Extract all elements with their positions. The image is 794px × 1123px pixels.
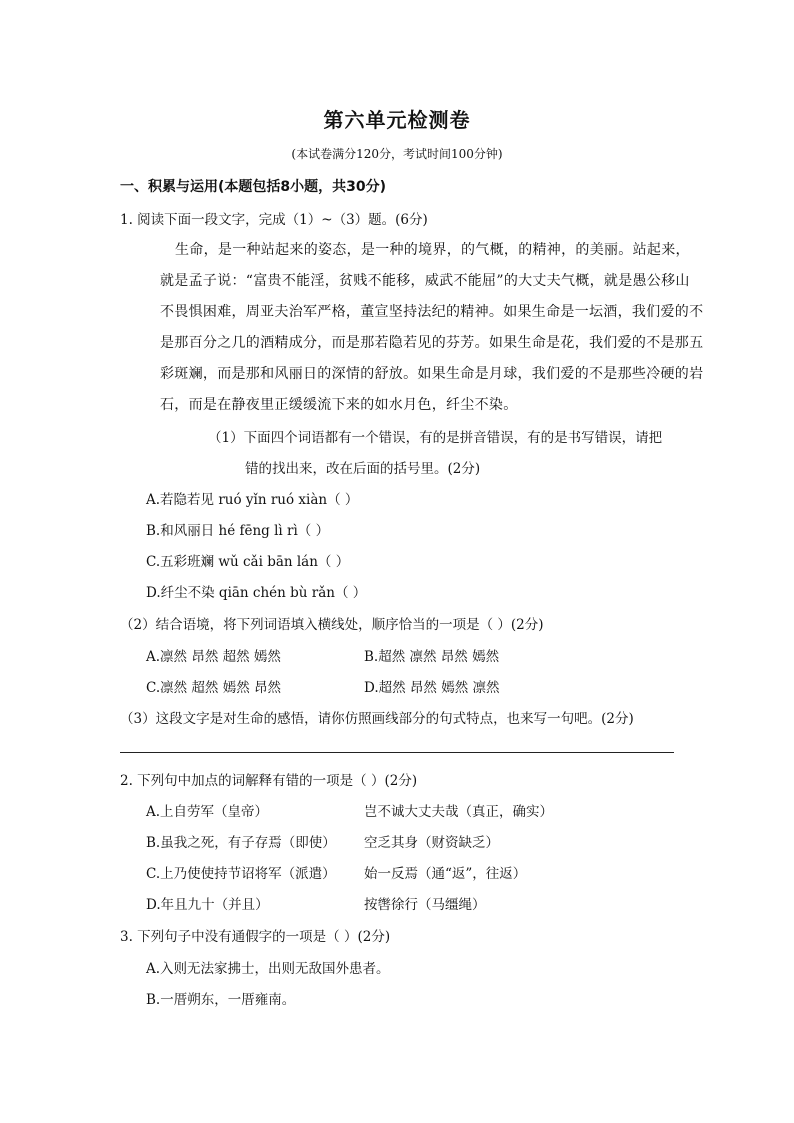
passage-line: 生命，是一种站起来的姿态，是一种的境界，的气概，的精神，的美丽。站起来， [175,242,690,258]
passage-line: 就是孟子说：“富贵不能淫，贫贱不能移，威武不能屈”的大丈夫气概，就是愚公移山 [160,273,690,289]
option-b: B.和风丽日 hé fēng lì rì（ ） [146,523,330,539]
subquestion-3: （3）这段文字是对生命的感悟，请你仿照画线部分的句式特点，也来写一句吧。(2分) [120,711,634,727]
exam-info: (本试卷满分120分，考试时间100分钟) [291,147,503,161]
section-heading: 一、积累与运用(本题包括8小题，共30分) [120,179,387,195]
option-b-right: 空乏其身（财资缺乏） [364,835,499,851]
option-b: B.一厝朔东，一厝雍南。 [146,992,296,1008]
option-d: D.超然 昂然 嫣然 凛然 [364,680,500,696]
passage-line: 不畏惧困难，周亚夫治军严格，董宣坚持法纪的精神。如果生命是一坛酒，我们爱的不 [160,304,704,320]
question-1-stem: 1. 阅读下面一段文字，完成（1）~（3）题。(6分) [120,212,428,228]
subquestion-1: （1）下面四个词语都有一个错误，有的是拼音错误，有的是书写错误，请把 [208,430,663,446]
option-c-right: 始一反焉（通“返”，往返） [364,866,527,882]
subquestion-2: （2）结合语境，将下列词语填入横线处，顺序恰当的一项是（ ）(2分) [120,617,544,633]
answer-line[interactable] [120,752,674,753]
question-3-stem: 3. 下列句子中没有通假字的一项是（ ）(2分) [120,929,391,945]
option-d: D.纤尘不染 qiān chén bù rǎn（ ） [146,585,367,601]
passage-line: 是那百分之几的酒精成分，而是那若隐若见的芬芳。如果生命是花，我们爱的不是那五 [160,335,704,351]
passage-line: 彩斑斓，而是那和风丽日的深情的舒放。如果生命是月球，我们爱的不是那些冷硬的岩 [160,366,704,382]
option-c: C.上乃使使持节诏将军（派遣） [146,866,336,882]
option-b: B.虽我之死，有子存焉（即使） [146,835,336,851]
option-a: A.入则无法家拂士，出则无敌国外患者。 [146,961,390,977]
option-d: D.年且九十（并且） [146,897,269,913]
option-a: A.凛然 昂然 超然 嫣然 [146,649,281,665]
passage-line: 石，而是在静夜里正缓缓流下来的如水月色，纤尘不染。 [160,397,518,413]
option-b: B.超然 凛然 昂然 嫣然 [364,649,500,665]
question-2-stem: 2. 下列句中加点的词解释有错的一项是（ ）(2分) [120,773,418,789]
option-a: A.上自劳军（皇帝） [146,804,269,820]
option-c: C.五彩班斓 wǔ cǎi bān lán（ ） [146,554,350,570]
option-a: A.若隐若见 ruó yǐn ruó xiàn（ ） [146,492,359,508]
option-d-right: 按辔徐行（马缰绳） [364,897,486,913]
option-a-right: 岂不诚大丈夫哉（真正，确实） [364,804,553,820]
option-c: C.凛然 超然 嫣然 昂然 [146,680,282,696]
subquestion-1-cont: 错的找出来，改在后面的括号里。(2分) [245,461,481,477]
page-title: 第六单元检测卷 [323,108,471,132]
